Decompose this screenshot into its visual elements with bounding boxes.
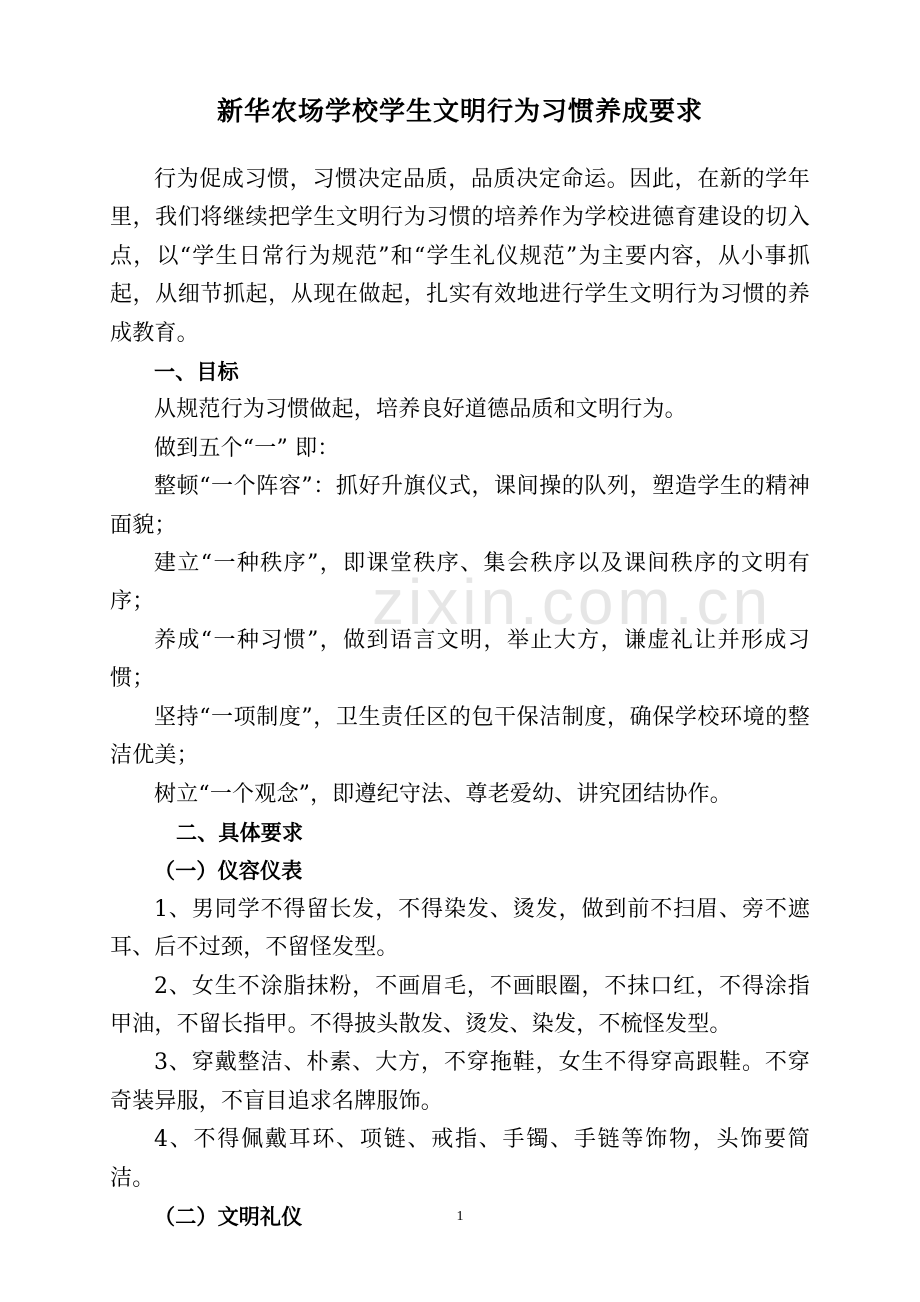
document-body [110,161,810,1236]
goal-item: 坚持“一项制度”，卫生责任区的包干保洁制度，确保学校环境的整洁优美； [110,704,810,769]
requirement-item: 2、女生不涂脂抹粉，不画眉毛，不画眼圈，不抹口红，不得涂指甲油，不留长指甲。不得披头散发、烫发、染发，不梳怪发型。 [110,973,810,1037]
intro-paragraph: 行为促成习惯，习惯决定品质，品质决定命运。因此，在新的学年里，我们将继续把学生文明行为习惯的培养作为学校进德育建设的切入点，以“学生日常行为规范”和“学生礼仪规范”为主要内容，从小事抓起，从细节抓起，从现在做起，扎实有效地进行学生文明行为习惯的养成教育。 [110,167,810,346]
five-ones-lead: 做到五个“一” 即： [154,435,340,461]
requirement-item: 3、穿戴整洁、朴素、大方，不穿拖鞋，女生不得穿高跟鞋。不穿奇装异服，不盲目追求名牌服饰。 [110,1050,810,1114]
goal-item: 树立“一个观念”，即遵纪守法、尊老爱幼、讲究团结协作。 [154,781,732,807]
page-number: 1 [456,1209,464,1224]
subsection-heading-etiquette: （二）文明礼仪 [154,1204,303,1229]
document-title: 新华农场学校学生文明行为习惯养成要求 [216,97,703,127]
goal-paragraph: 从规范行为习惯做起，培养良好道德品质和文明行为。 [154,397,687,423]
section-heading-goals: 一、目标 [154,360,239,385]
subsection-heading-appearance: （一）仪容仪表 [154,859,303,884]
section-heading-requirements: 二、具体要求 [176,820,304,845]
requirement-item: 1、男同学不得留长发，不得染发、烫发，做到前不扫眉、旁不遮耳、后不过颈，不留怪发型。 [110,896,810,961]
goal-item: 建立“一种秩序”，即课堂秩序、集会秩序以及课间秩序的文明有序； [110,551,810,615]
goal-item: 养成“一种习惯”，做到语言文明，举止大方，谦虚礼让并形成习惯； [110,627,810,692]
requirement-item: 4、不得佩戴耳环、项链、戒指、手镯、手链等饰物，头饰要简洁。 [110,1127,810,1191]
watermark: zixin.com.cn [372,566,773,638]
goal-item: 整顿“一个阵容”：抓好升旗仪式，课间操的队列，塑造学生的精神面貌； [110,474,810,538]
